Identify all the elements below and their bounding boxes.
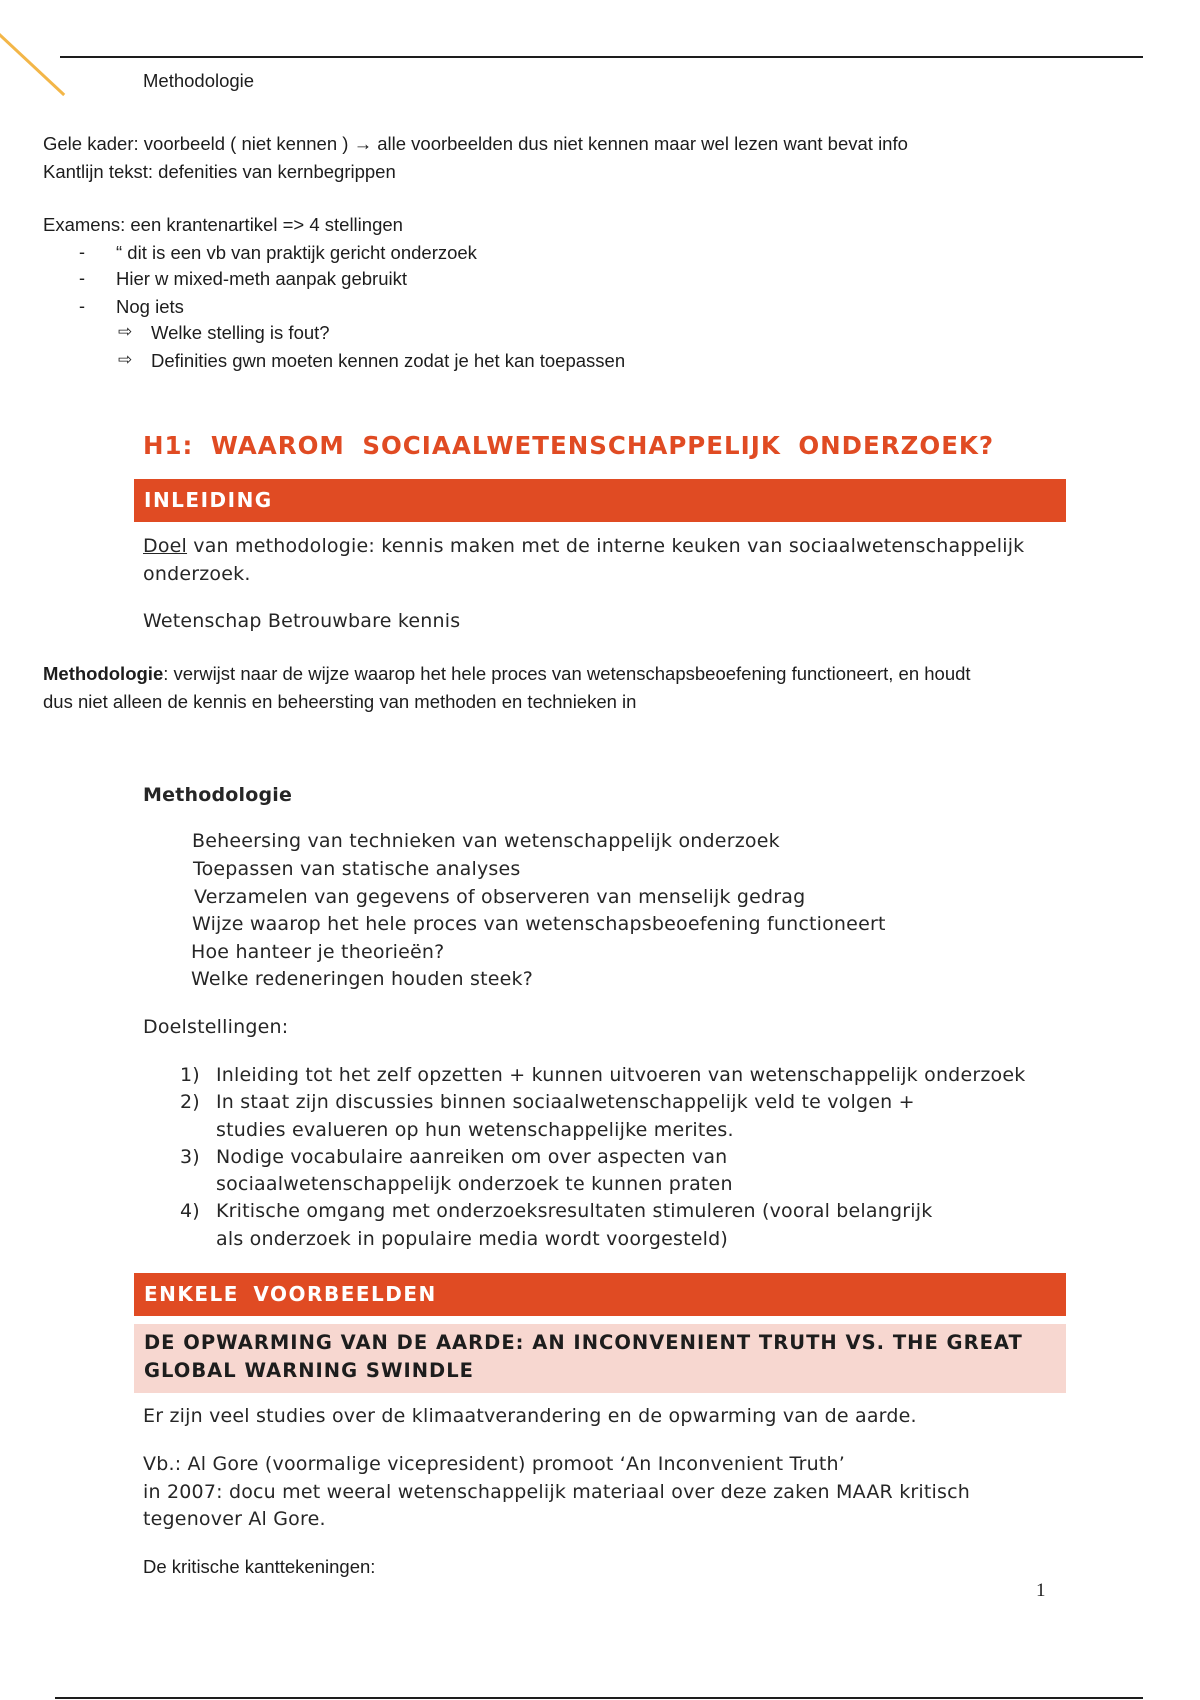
list-number: 1) <box>180 1064 200 1086</box>
methodologie-item: Welke redeneringen houden steek? <box>191 968 533 990</box>
paragraph-klimaat: Er zijn veel studies over de klimaatverandering en de opwarming van de aarde. <box>143 1405 917 1427</box>
bullet-dash-icon: - <box>79 268 85 288</box>
exam-sub-point: Definities gwn moeten kennen zodat je het kan toepassen <box>151 350 626 371</box>
doel-text: van methodologie: kennis maken met de interne keuken van sociaalwetenschappelijk <box>187 535 1025 557</box>
methodologie-item: Wijze waarop het hele proces van wetenschapsbeoefening functioneert <box>192 913 886 935</box>
section-bar-inleiding: INLEIDING <box>134 479 1066 522</box>
doel-line-1 <box>143 535 1024 557</box>
exam-bullet: Hier w mixed-meth aanpak gebruikt <box>116 268 407 289</box>
subsection-title-line-2: GLOBAL WARNING SWINDLE <box>144 1359 474 1382</box>
doelstelling-item-cont: als onderzoek in populaire media wordt voorgesteld) <box>216 1228 729 1250</box>
intro-line-1-end: alle voorbeelden dus niet kennen maar wel lezen want bevat info <box>372 133 908 154</box>
doelstelling-item: Nodige vocabulaire aanreiken om over aspecten van <box>216 1146 728 1168</box>
intro-line-1-start: Gele kader: voorbeeld ( niet kennen ) <box>43 133 354 154</box>
doelstelling-item-cont: studies evalueren op hun wetenschappelijke merites. <box>216 1119 734 1141</box>
definition-term: Methodologie <box>43 663 164 684</box>
bullet-dash-icon: - <box>79 296 85 316</box>
doelstelling-item: In staat zijn discussies binnen sociaalwetenschappelijk veld te volgen + <box>216 1091 915 1113</box>
list-number: 4) <box>180 1200 200 1222</box>
chapter-title: H1: WAAROM SOCIAALWETENSCHAPPELIJK ONDERZOEK? <box>143 431 995 460</box>
intro-line-1 <box>43 133 908 155</box>
methodologie-item: Verzamelen van gegevens of observeren van menselijk gedrag <box>194 886 806 908</box>
doelstelling-item: Kritische omgang met onderzoeksresultaten stimuleren (vooral belangrijk <box>216 1200 933 1222</box>
subsection-bar-opwarming <box>134 1324 1066 1393</box>
wetenschap-line: Wetenschap Betrouwbare kennis <box>143 610 461 632</box>
list-number: 3) <box>180 1146 200 1168</box>
doelstellingen-heading: Doelstellingen: <box>143 1016 289 1038</box>
doelstelling-item-cont: sociaalwetenschappelijk onderzoek te kunnen praten <box>216 1173 733 1195</box>
methodologie-item: Toepassen van statische analyses <box>193 858 521 880</box>
page-header-title: Methodologie <box>143 70 255 91</box>
definition-line-1 <box>43 663 971 685</box>
arrow-right-icon: → <box>353 133 373 154</box>
paragraph-al-gore-1: Vb.: Al Gore (voormalige vicepresident) promoot ‘An Inconvenient Truth’ <box>143 1453 845 1475</box>
paragraph-al-gore-3: tegenover Al Gore. <box>143 1508 326 1530</box>
doel-word: Doel <box>143 535 188 557</box>
methodologie-item: Beheersing van technieken van wetenschappelijk onderzoek <box>192 830 780 852</box>
doel-line-2: onderzoek. <box>143 563 251 585</box>
subsection-title-line-1: DE OPWARMING VAN DE AARDE: AN INCONVENIENT TRUTH VS. THE GREAT <box>144 1331 1023 1354</box>
footer-rule <box>55 1697 1143 1699</box>
section-bar-voorbeelden: ENKELE VOORBEELDEN <box>134 1273 1066 1316</box>
page-number: 1 <box>1036 1580 1046 1601</box>
hollow-arrow-icon: ⇨ <box>118 322 133 342</box>
hollow-arrow-icon: ⇨ <box>118 350 133 370</box>
exam-bullet: Nog iets <box>116 296 184 317</box>
exams-heading: Examens: een krantenartikel => 4 stellingen <box>43 214 403 235</box>
methodologie-item: Hoe hanteer je theorieën? <box>191 941 445 963</box>
paragraph-kanttekeningen: De kritische kanttekeningen: <box>143 1556 376 1577</box>
doelstelling-item: Inleiding tot het zelf opzetten + kunnen uitvoeren van wetenschappelijk onderzoek <box>216 1064 1026 1086</box>
definition-text: : verwijst naar de wijze waarop het hele proces van wetenschapsbeoefening functioneert, en houdt <box>163 663 971 684</box>
definition-line-2: dus niet alleen de kennis en beheersting van methoden en technieken in <box>43 691 637 712</box>
header-rule <box>60 56 1143 58</box>
bullet-dash-icon: - <box>79 242 85 262</box>
exam-sub-point: Welke stelling is fout? <box>151 322 330 343</box>
corner-accent-line <box>0 28 65 96</box>
exam-bullet: “ dit is een vb van praktijk gericht onderzoek <box>116 242 477 263</box>
paragraph-al-gore-2: in 2007: docu met weeral wetenschappelijk materiaal over deze zaken MAAR kritisch <box>143 1481 971 1503</box>
intro-line-2: Kantlijn tekst: defenities van kernbegrippen <box>43 161 396 182</box>
list-number: 2) <box>180 1091 200 1113</box>
methodologie-heading: Methodologie <box>143 784 293 806</box>
